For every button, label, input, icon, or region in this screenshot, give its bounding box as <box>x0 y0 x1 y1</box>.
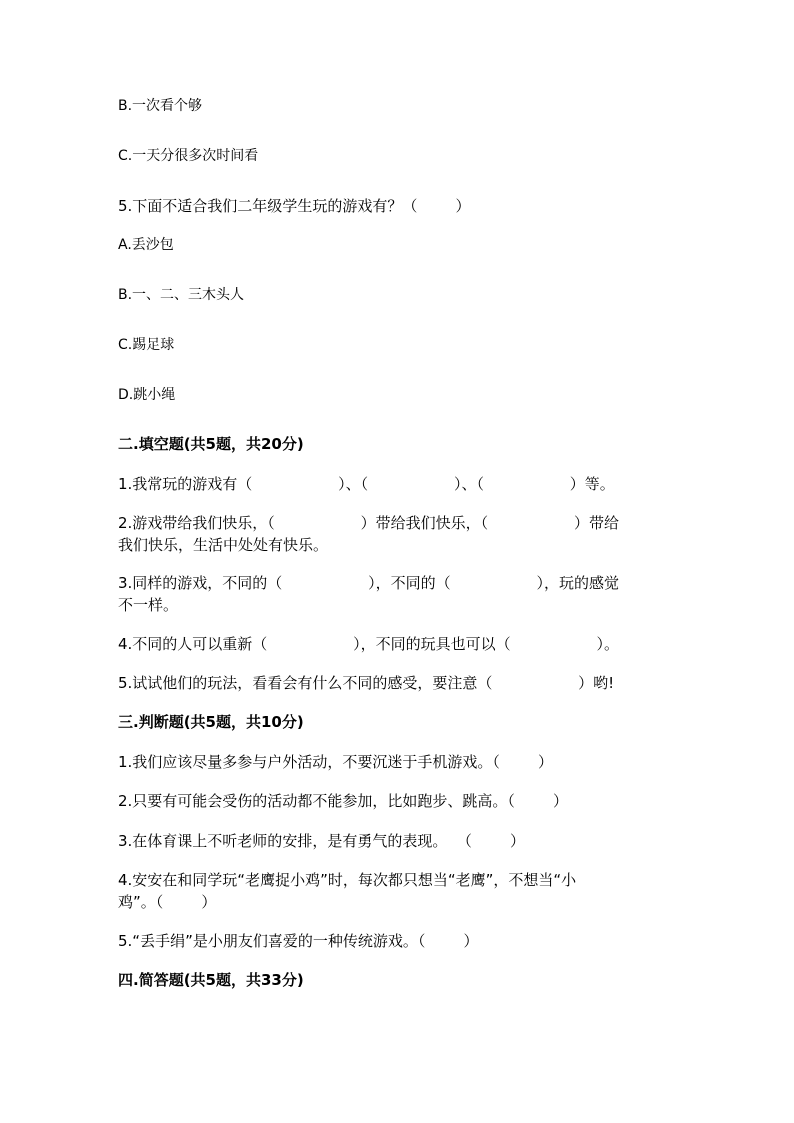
true-false-item-2: 2.只要有可能会受伤的活动都不能参加，比如跑步、跳高。（ ） <box>118 792 568 810</box>
q5-option-b: B.一、二、三木头人 <box>118 287 245 303</box>
fill-blank-item-3-line-1: 3.同样的游戏，不同的（ ），不同的（ ），玩的感觉 <box>118 574 619 592</box>
section-heading-true-false: 三.判断题(共5题，共10分) <box>118 713 304 731</box>
fill-blank-item-2-line-1: 2.游戏带给我们快乐，（ ）带给我们快乐，（ ）带给 <box>118 514 619 532</box>
q5-option-c: C.踢足球 <box>118 337 175 353</box>
true-false-item-4-line-2: 鸡”。（ ） <box>118 893 217 911</box>
q5-option-a: A.丢沙包 <box>118 237 174 253</box>
fill-blank-item-3-line-2: 不一样。 <box>118 596 179 614</box>
fill-blank-item-4: 4.不同的人可以重新（ ），不同的玩具也可以（ ）。 <box>118 635 619 653</box>
q5-option-d: D.跳小绳 <box>118 387 176 403</box>
section-heading-short-answer: 四.简答题(共5题，共33分) <box>118 971 304 989</box>
true-false-item-3: 3.在体育课上不听老师的安排，是有勇气的表现。 （ ） <box>118 832 525 850</box>
true-false-item-1: 1.我们应该尽量多参与户外活动，不要沉迷于手机游戏。（ ） <box>118 753 553 771</box>
fill-blank-item-5: 5.试试他们的玩法，看看会有什么不同的感受，要注意（ ）哟! <box>118 674 615 692</box>
fill-blank-item-2-line-2: 我们快乐，生活中处处有快乐。 <box>118 536 329 554</box>
true-false-item-5: 5.“丢手绢”是小朋友们喜爱的一种传统游戏。（ ） <box>118 932 479 950</box>
true-false-item-4-line-1: 4.安安在和同学玩“老鹰捉小鸡”时，每次都只想当“老鹰”，不想当“小 <box>118 871 577 889</box>
q5-stem: 5.下面不适合我们二年级学生玩的游戏有？（ ） <box>118 197 471 215</box>
q4-option-c: C.一天分很多次时间看 <box>118 148 259 164</box>
fill-blank-item-1: 1.我常玩的游戏有（ ）、（ ）、（ ）等。 <box>118 475 615 493</box>
q4-option-b: B.一次看个够 <box>118 98 203 114</box>
section-heading-fill-blank: 二.填空题(共5题，共20分) <box>118 435 304 453</box>
